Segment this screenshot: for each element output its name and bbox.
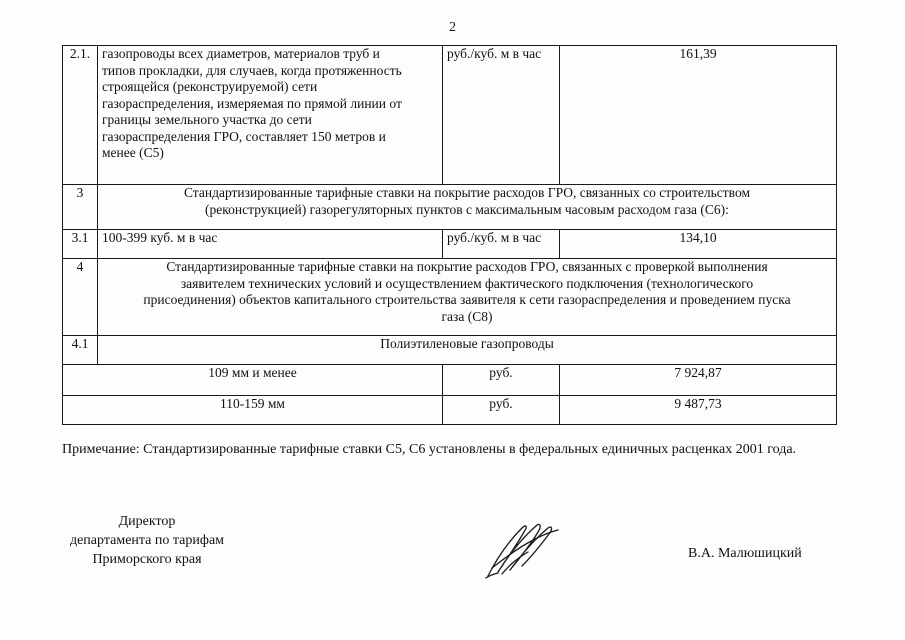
section-heading xyxy=(98,259,837,336)
description-line: менее (С5) xyxy=(102,145,164,160)
page-number: 2 xyxy=(449,20,456,35)
section-line: газа (С8) xyxy=(441,308,493,324)
table-row xyxy=(63,230,837,259)
row-number: 4.1 xyxy=(63,336,98,365)
section-line: (реконструкцией) газорегуляторных пунктов с максимальным часовым расходом газа (С6): xyxy=(205,201,729,217)
row-value: 9 487,73 xyxy=(560,396,837,425)
table-section-row xyxy=(63,336,837,365)
row-value: 161,39 xyxy=(560,46,837,185)
section-line: присоединения) объектов капитального строительства заявителя к сети газораспределения и проведением пуска xyxy=(143,292,791,307)
section-line: заявителем технических условий и осуществлением фактического подключения (технологического xyxy=(180,275,754,291)
signer-title-line: Приморского края xyxy=(92,552,202,567)
signer-name: В.А. Малюшицкий xyxy=(688,546,802,561)
row-number: 4 xyxy=(63,259,98,336)
row-description xyxy=(98,46,443,185)
signer-title-line: Директор xyxy=(118,514,176,529)
section-line: Стандартизированные тарифные ставки на покрытие расходов ГРО, связанных со строительством xyxy=(183,185,750,200)
row-value: 134,10 xyxy=(560,230,837,259)
table-row xyxy=(63,396,837,425)
section-line: Стандартизированные тарифные ставки на покрытие расходов ГРО, связанных с проверкой выполнения xyxy=(166,259,768,274)
table-section-row xyxy=(63,185,837,230)
signer-title-line: департамента по тарифам xyxy=(69,533,225,548)
row-description: 109 мм и менее xyxy=(63,365,443,396)
subsection-heading: Полиэтиленовые газопроводы xyxy=(98,336,837,365)
description-line: газораспределения ГРО, составляет 150 метров и xyxy=(102,128,386,144)
signer-title xyxy=(62,512,232,569)
note: Примечание: Стандартизированные тарифные ставки С5, С6 установлены в федеральных единичных расценках 2001 года. xyxy=(62,442,797,457)
row-number: 3 xyxy=(63,185,98,230)
row-unit: руб. xyxy=(443,396,560,425)
row-description: 100-399 куб. м в час xyxy=(98,230,443,259)
row-unit: руб./куб. м в час xyxy=(443,230,560,259)
row-unit: руб./куб. м в час xyxy=(443,46,560,185)
table-row xyxy=(63,46,837,185)
description-line: газопроводы всех диаметров, материалов труб и xyxy=(102,46,380,61)
row-number: 3.1 xyxy=(63,230,98,259)
row-number: 2.1. xyxy=(63,46,98,185)
table-section-row xyxy=(63,259,837,336)
table-row xyxy=(63,365,837,396)
row-value: 7 924,87 xyxy=(560,365,837,396)
description-line: строящейся (реконструируемой) сети xyxy=(102,79,318,94)
row-description: 110-159 мм xyxy=(63,396,443,425)
description-line: типов прокладки, для случаев, когда протяженность xyxy=(102,62,402,78)
row-unit: руб. xyxy=(443,365,560,396)
handwritten-signature xyxy=(482,518,564,580)
tariff-table xyxy=(62,45,837,425)
description-line: границы земельного участка до сети xyxy=(102,112,312,127)
section-heading xyxy=(98,185,837,230)
description-line: газораспределения, измеряемая по прямой линии от xyxy=(102,95,402,111)
